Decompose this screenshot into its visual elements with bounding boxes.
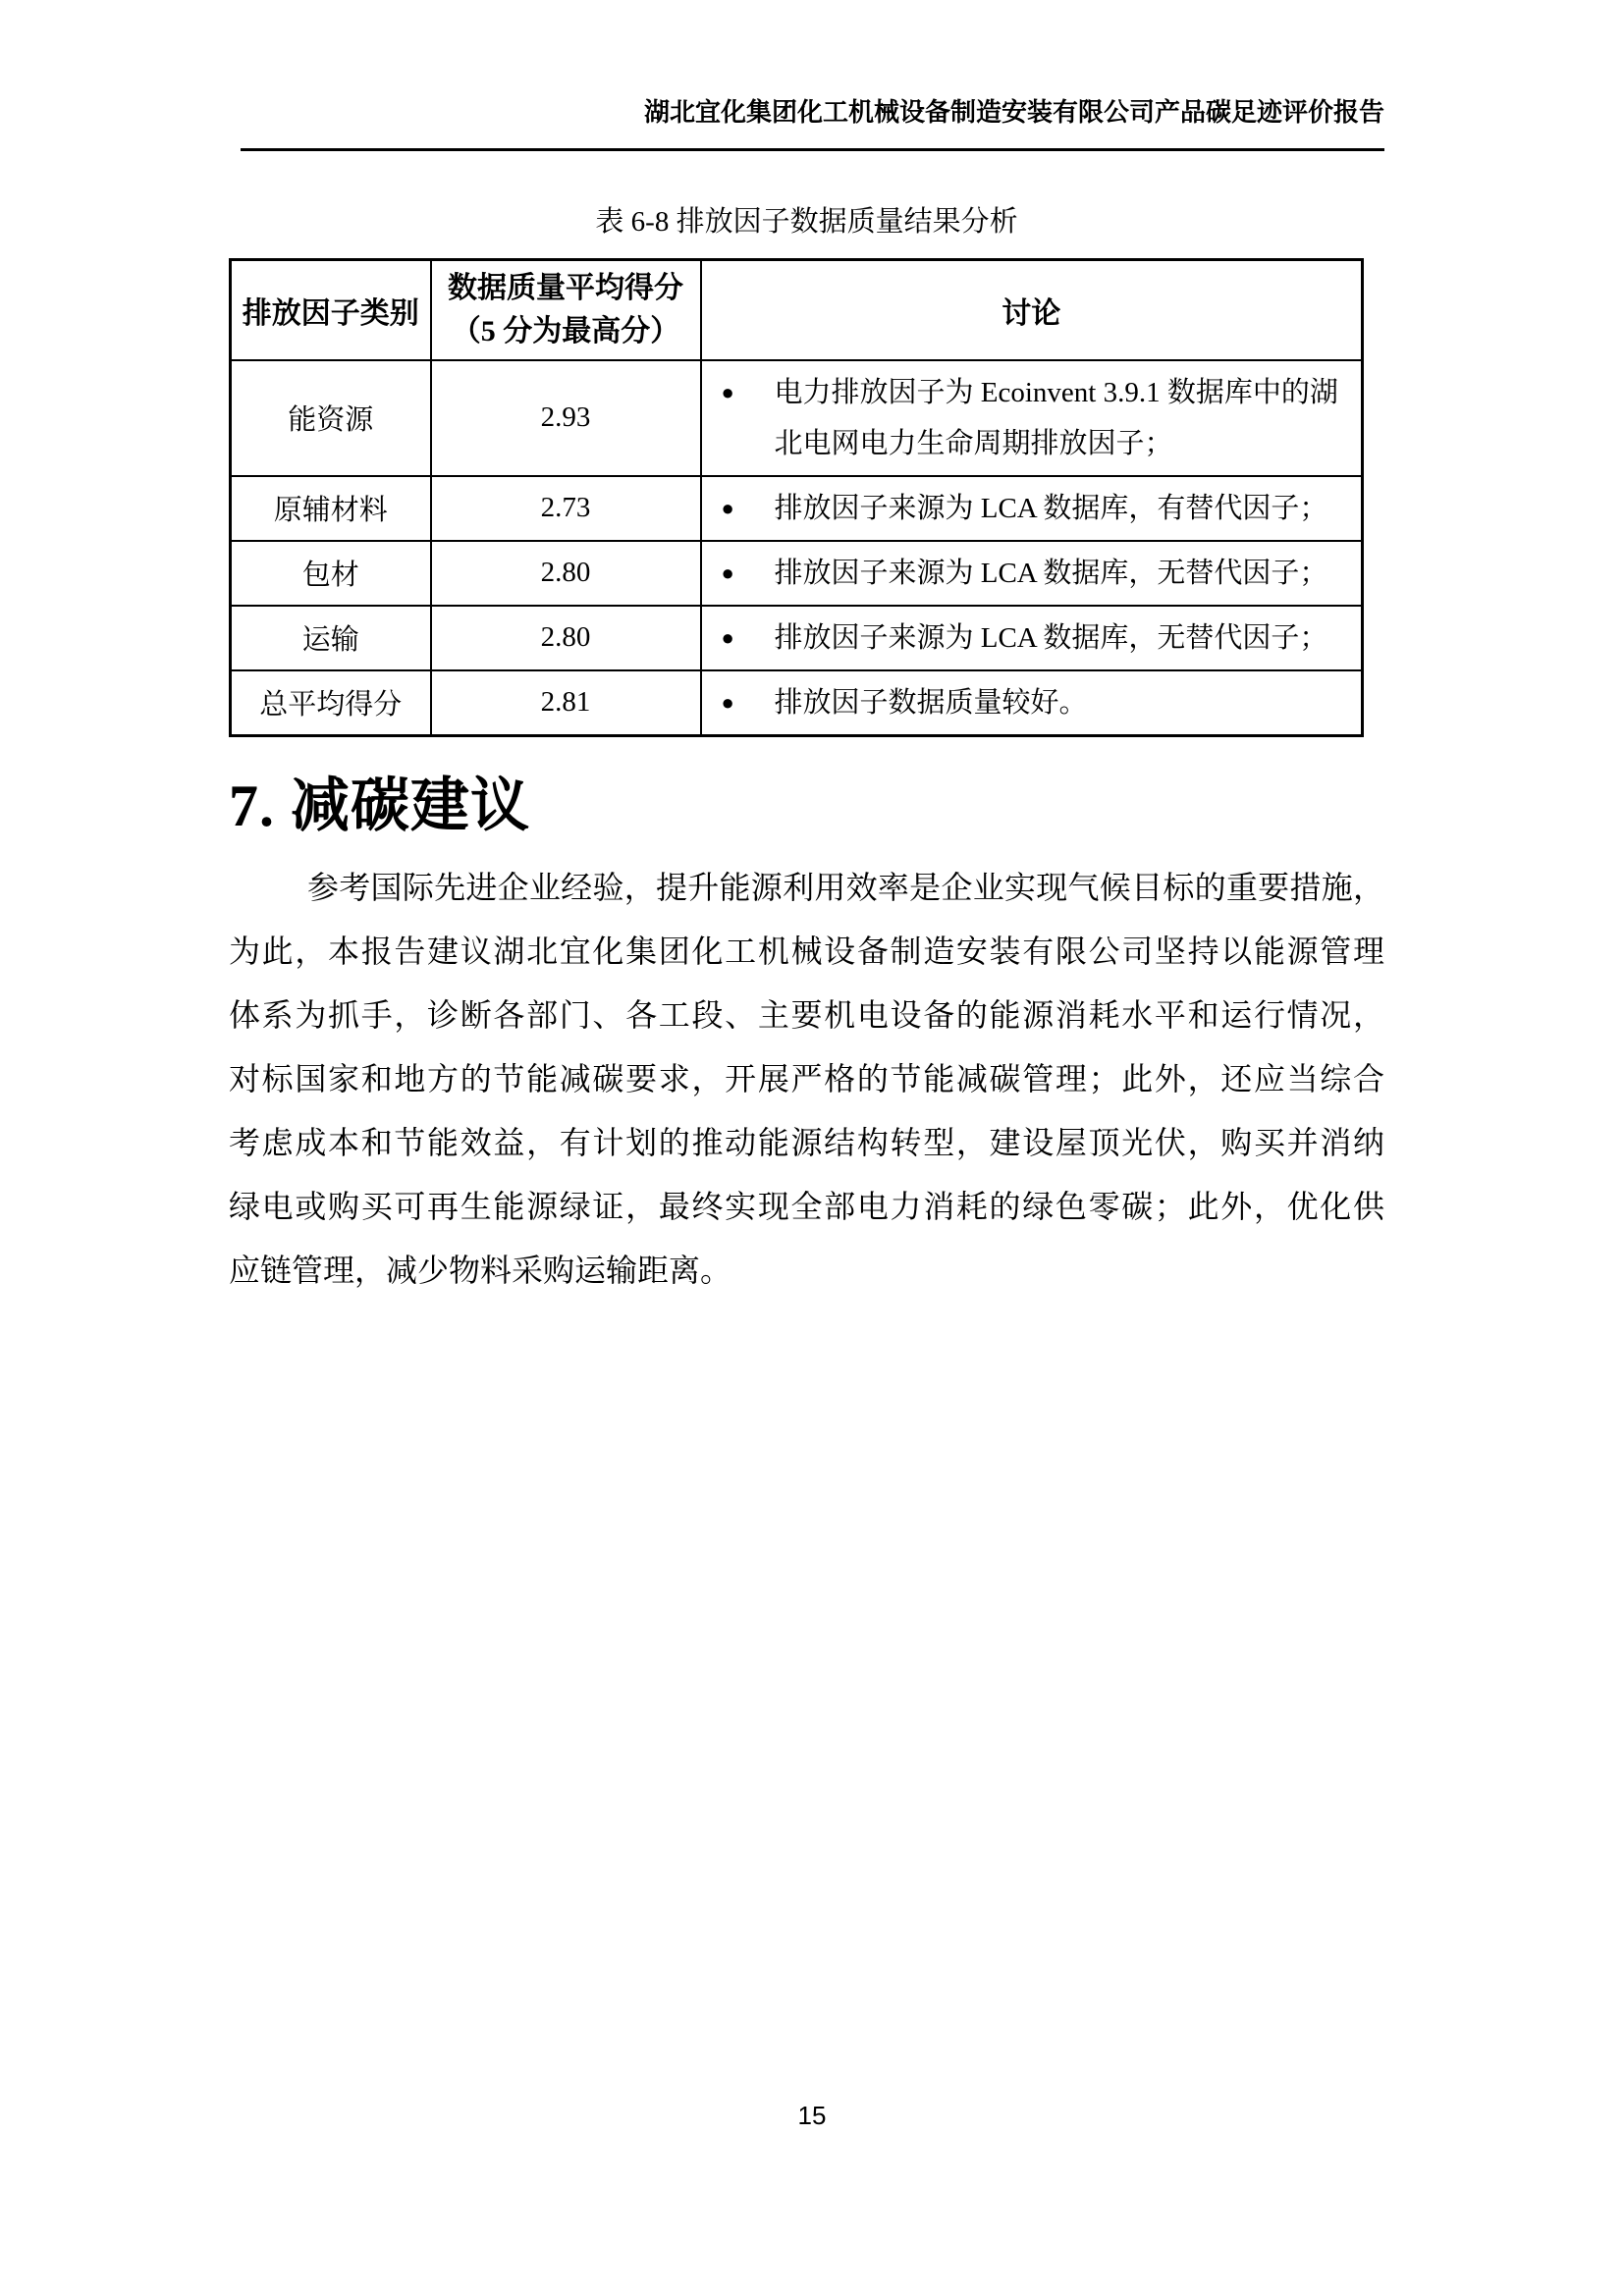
running-header-title: 湖北宜化集团化工机械设备制造安装有限公司产品碳足迹评价报告 bbox=[643, 98, 1384, 127]
column-header-score-line1: 数据质量平均得分 bbox=[448, 271, 683, 304]
cell-score: 2.80 bbox=[431, 606, 701, 670]
paragraph-line: 参考国际先进企业经验，提升能源利用效率是企业实现气候目标的重要措施， bbox=[307, 870, 1384, 905]
paragraph-line: 考虑成本和节能效益，有计划的推动能源结构转型，建设屋顶光伏，购买并消纳 bbox=[229, 1125, 1384, 1160]
cell-score: 2.93 bbox=[431, 360, 701, 476]
cell-score: 2.73 bbox=[431, 476, 701, 541]
cell-discussion bbox=[701, 476, 1363, 541]
data-quality-table bbox=[229, 258, 1364, 737]
discussion-text: 排放因子来源为 LCA 数据库，无替代因子； bbox=[774, 621, 1328, 654]
cell-discussion bbox=[701, 541, 1363, 606]
cell-category: 原辅材料 bbox=[231, 476, 431, 541]
paragraph-line: 对标国家和地方的节能减碳要求，开展严格的节能减碳管理；此外，还应当综合 bbox=[229, 1061, 1384, 1096]
bullet-icon: ● bbox=[721, 495, 734, 520]
discussion-text: 排放因子来源为 LCA 数据库，有替代因子； bbox=[774, 492, 1328, 524]
column-header-score-line2: （5 分为最高分） bbox=[451, 314, 680, 347]
table-row bbox=[231, 541, 1363, 606]
cell-discussion bbox=[701, 670, 1363, 736]
header-divider-rule bbox=[241, 148, 1384, 151]
table-caption: 表 6-8 排放因子数据质量结果分析 bbox=[595, 206, 1018, 238]
column-header-discussion: 讨论 bbox=[701, 260, 1363, 360]
column-header-category: 排放因子类别 bbox=[231, 260, 431, 360]
paragraph-line: 体系为抓手，诊断各部门、各工段、主要机电设备的能源消耗水平和运行情况， bbox=[229, 997, 1384, 1033]
bullet-icon: ● bbox=[721, 689, 734, 715]
bullet-icon: ● bbox=[721, 379, 734, 404]
section-heading: 7. 减碳建议 bbox=[229, 774, 530, 838]
table-row bbox=[231, 606, 1363, 670]
discussion-text: 排放因子来源为 LCA 数据库，无替代因子； bbox=[774, 557, 1328, 589]
bullet-icon: ● bbox=[721, 560, 734, 585]
paragraph-line: 为此，本报告建议湖北宜化集团化工机械设备制造安装有限公司坚持以能源管理 bbox=[229, 934, 1384, 969]
cell-category: 总平均得分 bbox=[231, 670, 431, 736]
page-number: 15 bbox=[797, 2101, 827, 2130]
cell-category: 运输 bbox=[231, 606, 431, 670]
discussion-text: 排放因子数据质量较好。 bbox=[774, 686, 1088, 719]
cell-category: 包材 bbox=[231, 541, 431, 606]
table-row bbox=[231, 360, 1363, 476]
column-header-score bbox=[431, 260, 701, 360]
table-header-row bbox=[231, 260, 1363, 360]
discussion-text: 电力排放因子为 Ecoinvent 3.9.1 数据库中的湖北电网电力生命周期排放因子； bbox=[774, 376, 1338, 459]
body-paragraph bbox=[229, 856, 1384, 1303]
bullet-icon: ● bbox=[721, 624, 734, 650]
cell-discussion bbox=[701, 606, 1363, 670]
paragraph-line: 应链管理，减少物料采购运输距离。 bbox=[229, 1253, 732, 1288]
cell-score: 2.80 bbox=[431, 541, 701, 606]
table-row bbox=[231, 476, 1363, 541]
cell-category: 能资源 bbox=[231, 360, 431, 476]
table-row bbox=[231, 670, 1363, 736]
cell-discussion bbox=[701, 360, 1363, 476]
cell-score: 2.81 bbox=[431, 670, 701, 736]
paragraph-line: 绿电或购买可再生能源绿证，最终实现全部电力消耗的绿色零碳；此外，优化供 bbox=[229, 1189, 1384, 1224]
